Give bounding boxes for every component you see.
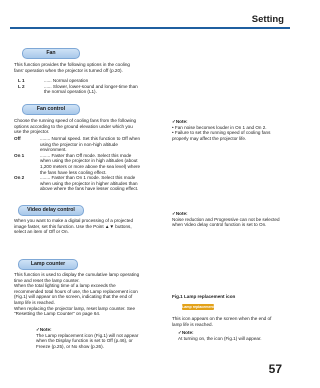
fan-options [18,78,142,95]
note-line: • Failure to set the running speed of cooling fans properly may affect the projector life. [172,130,271,141]
fan-option-key: L 2 [18,83,25,89]
note-text: At turning on, the icon (Fig.1) will appear. [178,335,262,341]
page-number: 57 [268,362,282,376]
fan-option-text: ...... Normal operation [44,78,89,83]
fan-control-option-text: ........ Faster than On 1 mode. Select this mode when using the projector in higher altitudes than above where the fans have lesser cooling effect. [40,175,139,192]
page-title: Setting [251,14,284,25]
section-heading-fan: Fan [22,48,80,59]
lamp-replacement-icon: Lamp replacement [182,305,214,309]
fan-option-l2 [18,84,142,95]
lamp-counter-text [14,272,142,317]
fan-control-intro: Choose the running speed of cooling fans from the following options according to the ground elevation under which you use the projector. [14,118,137,135]
note-text: The Lamp replacement icon (Fig.1) will not appear when the Display function is set to Off (p.46), or Freeze (p.25), or No show (p.26). [36,332,139,349]
section-heading-fan-control: Fan control [22,104,80,115]
fan-control-option-off [14,136,142,153]
note-text: Noise reduction and Progressive can not be selected when Video delay control function is set to On. [172,216,280,228]
video-delay-text: When you want to make a digital processing of a projected image faster, set this function. Use the Point ▲▼ buttons, select an item of Off or On. [14,218,133,235]
lamp-counter-note [36,327,142,349]
note-title: ✓Note: [172,211,188,216]
lamp-counter-text-2: When the total lighting time of a lamp exceeds the recommended total hours of use, the Lamp replacement icon (Fig.1) will appear on the screen, indicating that the end of lamp life is reached. [14,283,138,305]
fan-control-option-text: ........ Faster than Off mode. Select this mode when using the projector in high altitudes (about 1,200 meters or more above the sea level) where the fans have less cooling effect. [40,152,141,175]
header-rule [10,27,290,29]
fan-option-text: ...... Slower, lower-sound and longer-time than the normal operation (L1). [44,83,138,95]
lamp-counter-text-3: When replacing the projector lamp, reset lamp counter. See "Resetting the Lamp Counter" on page 64. [14,305,136,317]
fan-control-option-text: ........ Normal speed. Set this function to Off when using the projector in non-high altitude environment. [40,136,141,153]
video-delay-note [172,211,280,228]
section-heading-video-delay: Video delay control [18,205,84,216]
fan-control-option-key: On 2 [14,175,25,181]
figure-caption: This icon appears on the screen when the end of lamp life is reached. [172,316,272,327]
section-heading-lamp-counter: Lamp counter [18,259,78,270]
fan-option-key: L 1 [18,78,25,83]
note-title: ✓Note: [36,327,52,332]
fan-control-option-on2 [14,175,142,192]
figure-label: Fig.1 Lamp replacement icon [172,294,236,299]
fan-control-option-key: On 1 [14,152,25,158]
fan-intro: This function provides the following options in the cooling fans' operation when the projector is turned off (p.20). [14,62,130,73]
fan-control-note [172,119,284,141]
fan-control-option-key: Off [14,136,21,141]
lamp-counter-text-1: This function is used to display the cumulative lamp operating time and reset the lamp counter. [14,272,140,283]
note-title: ✓Note: [178,330,194,335]
figure-note [178,330,282,341]
fan-control-option-on1 [14,153,142,175]
fan-control-options [14,136,142,192]
note-line: • Fan noise becomes louder in On 1 and On 2. [172,124,267,130]
note-title: ✓Note: [172,119,188,124]
